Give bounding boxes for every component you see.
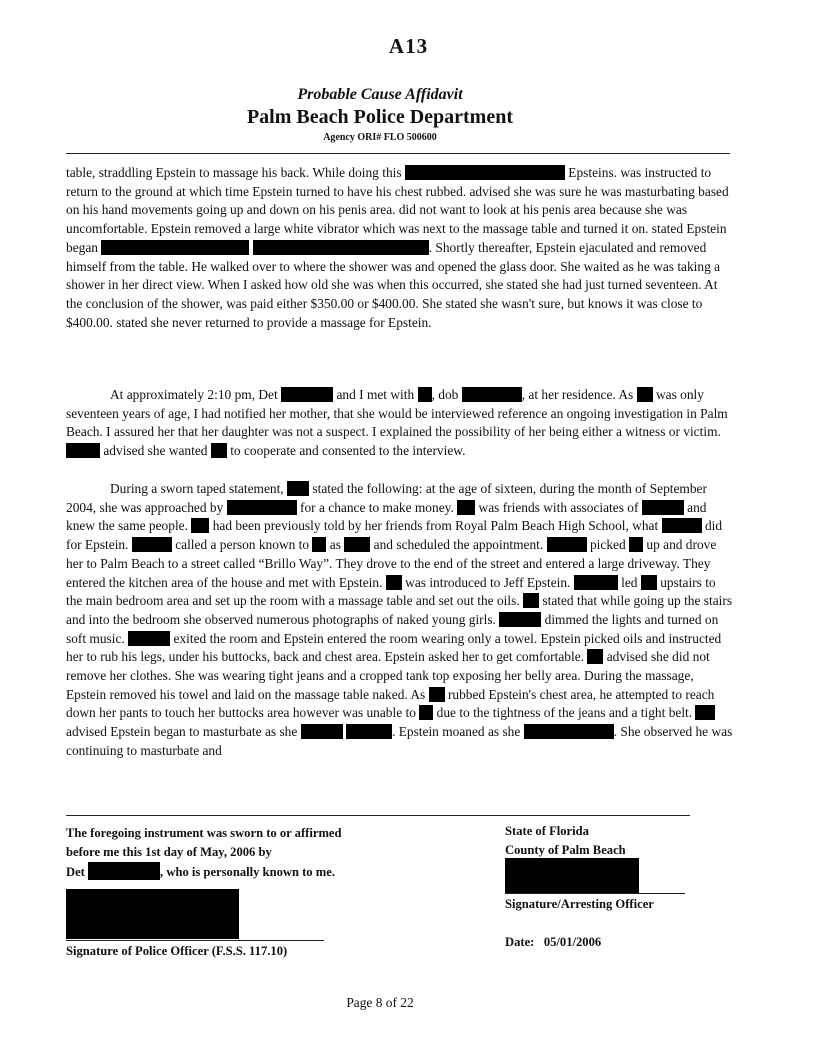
- sworn-line-3: [66, 862, 342, 882]
- redaction-block: [128, 631, 170, 646]
- redaction-block: [637, 387, 653, 402]
- narrative-text: led: [621, 574, 638, 590]
- narrative-text: rubbed Epstein's chest area, he attempted to reach down her pants to touch her buttocks area however was unable to: [66, 686, 715, 721]
- redaction-block: [642, 500, 684, 515]
- redaction-block: [301, 724, 343, 739]
- narrative-text: was instructed to return to the ground at which time Epstein turned to have his chest rubbed. advised she was sure he was masturbating based on his hand movements going up and down on his penis area. did not want to look at his penis area because she was uncomfortable. Epstein removed a large white vibrator which was next to the massage table and turned it on. stated Epstein began: [66, 165, 729, 255]
- redacted-arresting-signature: [505, 858, 639, 894]
- form-title: Probable Cause Affidavit: [297, 86, 463, 103]
- narrative-text: . She observed he was continuing to masturbate and: [66, 724, 733, 758]
- narrative-text: . Epstein moaned as she: [392, 724, 521, 740]
- narrative-text: At approximately 2:10 pm, Det: [110, 387, 278, 402]
- redaction-block: [281, 387, 333, 402]
- signature-line: [505, 893, 685, 894]
- narrative-text: and scheduled the appointment.: [373, 537, 544, 553]
- narrative-text: had been previously told by her friends from Royal Palm Beach High School, what: [212, 518, 659, 534]
- signature-line: [66, 940, 324, 941]
- narrative-text: . Shortly thereafter, Epstein ejaculated and removed himself from the table. He walked over to where the shower was and opened the glass door. She waited as he was taking a shower in her direct view. When I asked how old she was when this occurred, she stated she had just turned seventeen. At the conclusion of the shower, was paid either $350.00 or $400.00. She stated she wasn't sure, but knows it was close to $400.00. stated she never returned to provide a massage for Epstein.: [66, 239, 721, 330]
- det-suffix: , who is personally known to me.: [160, 865, 335, 879]
- narrative-text: exited the room and Epstein entered the room wearing only a towel. Epstein picked oils and instructed her to rub his legs, under his buttocks, back and chest area. Epstein asked her to get comfortable.: [66, 630, 722, 665]
- det-prefix: Det: [66, 865, 85, 879]
- narrative-paragraph-1: [66, 164, 734, 332]
- narrative-text: upstairs to the main bedroom area and set up the room with a massage table and set out the oils.: [66, 574, 716, 609]
- narrative-text: During a sworn taped statement,: [110, 481, 284, 496]
- narrative-text: Epsteins.: [568, 165, 618, 180]
- redaction-block: [405, 165, 565, 180]
- narrative-text: did for Epstein.: [66, 518, 723, 553]
- narrative-text: and I met with: [336, 387, 415, 402]
- narrative-text: was friends with associates of: [478, 499, 639, 515]
- narrative-text: called a person known to: [175, 537, 310, 553]
- arresting-officer-signature-label: Signature/Arresting Officer: [505, 897, 654, 911]
- redaction-block: [346, 724, 392, 739]
- redaction-block: [547, 537, 587, 552]
- redaction-block: [429, 687, 445, 702]
- exhibit-label: A13: [388, 34, 429, 58]
- narrative-paragraph-3: [66, 480, 734, 761]
- narrative-text: table, straddling Epstein to massage his back. While doing this: [66, 165, 402, 180]
- redaction-block: [191, 518, 209, 533]
- narrative-text: up and drove her to Palm Beach to a street called “Brillo Way”. They drove to the end of the street and entered a large driveway. They entered the kitchen area of the house and met with Epstein.: [66, 537, 717, 590]
- redaction-block: [344, 537, 370, 552]
- redaction-block: [253, 240, 429, 255]
- redaction-block: [523, 593, 539, 608]
- redaction-block: [629, 537, 643, 552]
- redaction-block: [587, 649, 603, 664]
- narrative-text: as: [329, 537, 341, 553]
- narrative-text: was introduced to Jeff Epstein.: [405, 574, 571, 590]
- narrative-text: advised Epstein began to masturbate as she: [66, 724, 298, 740]
- redaction-block: [662, 518, 702, 533]
- page-number: Page 8 of 22: [346, 995, 414, 1010]
- date-line: [505, 935, 601, 950]
- redaction-block: [312, 537, 326, 552]
- agency-ori: Agency ORI# FLO 500600: [323, 132, 437, 143]
- redaction-block: [287, 481, 309, 496]
- redacted-officer-signature: [66, 889, 239, 939]
- redaction-block: [419, 705, 433, 720]
- narrative-text: and knew the same people.: [66, 499, 707, 534]
- redaction-block: [641, 575, 657, 590]
- narrative-text: , at her residence. As: [521, 387, 634, 402]
- redaction-block: [574, 575, 618, 590]
- police-officer-signature-label: Signature of Police Officer (F.S.S. 117.10): [66, 944, 288, 958]
- date-value: 05/01/2006: [543, 935, 602, 949]
- date-label: Date:: [505, 935, 535, 949]
- narrative-text: advised she wanted: [103, 443, 208, 459]
- redaction-block: [457, 500, 475, 515]
- redaction-block: [386, 575, 402, 590]
- narrative-text: for a chance to make money.: [300, 499, 454, 515]
- redaction-block: [462, 387, 522, 402]
- state-label: State of Florida: [505, 824, 589, 838]
- redaction-block: [227, 500, 297, 515]
- narrative-text: picked: [589, 537, 626, 553]
- narrative-text: , dob: [431, 387, 459, 402]
- footer-divider: [66, 815, 690, 816]
- redaction-block: [499, 612, 541, 627]
- narrative-text: stated that while going up the stairs and into the bedroom she observed numerous photographs of naked young girls.: [66, 593, 733, 627]
- jurisdiction-block: [505, 822, 626, 860]
- narrative-paragraph-2: [66, 386, 734, 461]
- redaction-block: [695, 705, 715, 720]
- narrative-text: advised she did not remove her clothes. She was wearing tight jeans and a cropped tank top exposing her belly area. During the massage, Epstein removed his towel and laid on the massage table naked. As: [66, 649, 710, 702]
- sworn-statement: [66, 824, 342, 882]
- sworn-line-2: before me this 1st day of May, 2006 by: [66, 845, 272, 859]
- redaction-block: [132, 537, 172, 552]
- sworn-line-1: The foregoing instrument was sworn to or affirmed: [66, 826, 342, 840]
- header-divider: [66, 153, 730, 154]
- redaction-block: [418, 387, 432, 402]
- narrative-text: stated the following: at the age of sixteen, during the month of September 2004, she was approached by: [66, 481, 707, 515]
- redaction-block: [524, 724, 614, 739]
- narrative-text: due to the tightness of the jeans and a tight belt.: [436, 705, 693, 721]
- narrative-text: dimmed the lights and turned on soft music.: [66, 611, 719, 646]
- redaction-block: [211, 443, 227, 458]
- redaction-block: [101, 240, 249, 255]
- department-name: Palm Beach Police Department: [246, 106, 514, 128]
- redaction-block: [88, 862, 160, 880]
- redaction-block: [66, 443, 100, 458]
- county-label: County of Palm Beach: [505, 843, 626, 857]
- narrative-text: was only seventeen years of age, I had notified her mother, that she would be interviewed reference an ongoing investigation in Palm Beach. I assured her that her daughter was not a suspect. I explained the possibility of her being either a witness or victim.: [66, 387, 728, 440]
- narrative-text: to cooperate and consented to the interview.: [230, 443, 466, 459]
